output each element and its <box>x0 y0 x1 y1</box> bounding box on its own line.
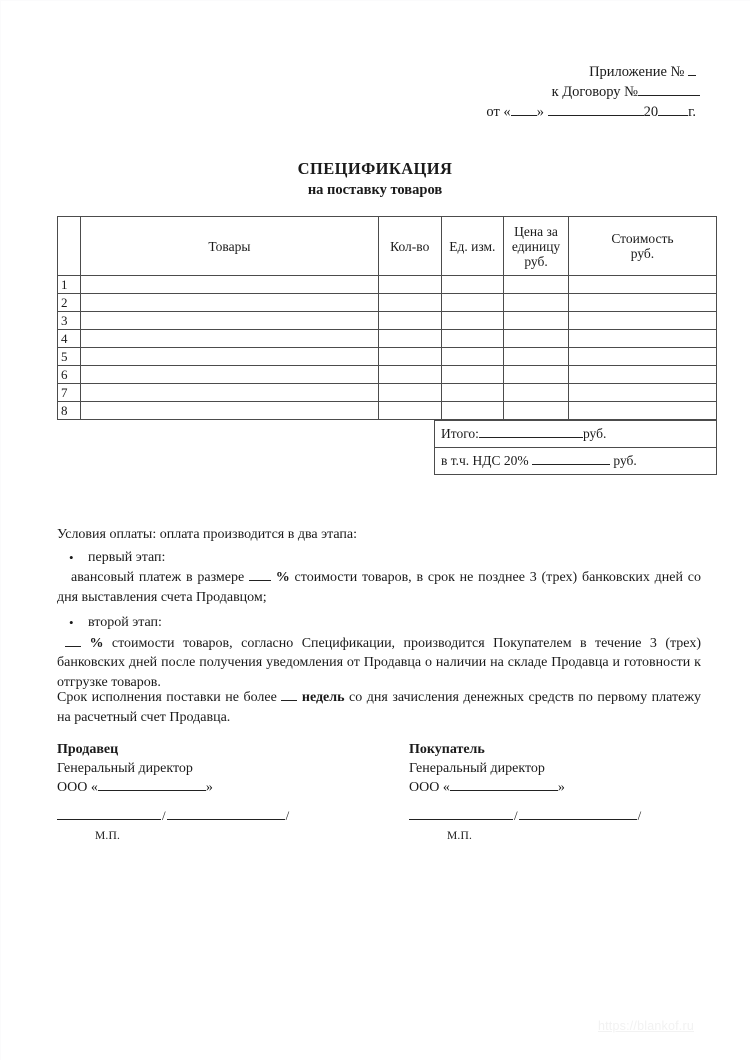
seller-seal-label: М.П. <box>95 830 121 842</box>
row-number: 1 <box>58 276 81 294</box>
cell-sum[interactable] <box>568 366 716 384</box>
buyer-seal-label: М.П. <box>447 830 473 842</box>
date-year-blank[interactable] <box>658 115 688 116</box>
row-number: 2 <box>58 294 81 312</box>
cell-goods[interactable] <box>80 402 378 420</box>
cell-goods[interactable] <box>80 294 378 312</box>
buyer-name-blank[interactable] <box>519 819 637 820</box>
table-row[interactable] <box>58 294 717 312</box>
delivery-term-text <box>57 688 701 727</box>
buyer-slash-end: / <box>637 808 642 823</box>
stage2-text: стоимости товаров, согласно Спецификации, производится Покупателем в течение 3 (трех) банковских дней после получения уведомления от Продавца о наличии на складе Продавца и готовности к отгрузке товаров. <box>57 635 702 690</box>
sum-header-line2: руб. <box>630 246 655 261</box>
table-row[interactable] <box>58 330 717 348</box>
price-header-line1: Цена за <box>514 223 558 239</box>
appendix-number-blank[interactable] <box>688 75 696 76</box>
row-number: 7 <box>58 384 81 402</box>
stage1-percent-sign: % <box>275 570 290 585</box>
cell-goods[interactable] <box>80 384 378 402</box>
buyer-position-label: Генеральный директор <box>409 761 545 776</box>
buyer-org-suffix: » <box>557 780 565 795</box>
stage1-percent-blank[interactable] <box>249 580 271 581</box>
payment-stage2-text <box>57 634 701 693</box>
seller-slash: / <box>162 808 166 823</box>
seller-org-name-blank[interactable] <box>98 790 206 791</box>
source-watermark: https://blankof.ru <box>597 1019 694 1033</box>
seller-org-suffix: » <box>205 780 213 795</box>
cell-quantity[interactable] <box>378 312 441 330</box>
row-number: 3 <box>58 312 81 330</box>
sum-header-line1: Стоимость <box>611 231 674 246</box>
seller-signature-blank[interactable] <box>57 819 161 820</box>
cell-price[interactable] <box>504 402 569 420</box>
title-block <box>0 158 750 200</box>
page-title: СПЕЦИФИКАЦИЯ <box>297 159 453 178</box>
cell-sum[interactable] <box>568 276 716 294</box>
vat-currency: руб. <box>613 453 637 468</box>
total-currency: руб. <box>582 426 607 441</box>
specification-table <box>57 216 717 420</box>
cell-quantity[interactable] <box>378 348 441 366</box>
date-month-blank[interactable] <box>548 115 644 116</box>
cell-unit[interactable] <box>441 312 504 330</box>
column-header-quantity: Кол-во <box>378 217 441 276</box>
cell-unit[interactable] <box>441 276 504 294</box>
seller-position-label: Генеральный директор <box>57 761 193 776</box>
stage2-percent-blank[interactable] <box>65 646 81 647</box>
payment-stage2-bullet-line <box>57 613 701 633</box>
column-header-sum <box>568 217 716 276</box>
cell-price[interactable] <box>504 294 569 312</box>
seller-role-label: Продавец <box>57 742 119 757</box>
seller-signature-lines <box>57 806 347 846</box>
contract-number-blank[interactable] <box>638 95 700 96</box>
row-number: 6 <box>58 366 81 384</box>
date-quote-close: » <box>536 104 544 120</box>
vat-value-blank[interactable] <box>532 464 610 465</box>
payment-stage1-bullet-line <box>57 548 701 568</box>
cell-price[interactable] <box>504 348 569 366</box>
cell-goods[interactable] <box>80 276 378 294</box>
cell-quantity[interactable] <box>378 294 441 312</box>
buyer-role-label: Покупатель <box>409 742 485 757</box>
buyer-signature-block <box>409 740 729 842</box>
contract-date-line <box>402 102 702 122</box>
table-body <box>58 276 717 420</box>
column-header-number <box>58 217 81 276</box>
seller-name-blank[interactable] <box>167 819 285 820</box>
date-year-suffix: г. <box>688 104 696 120</box>
contract-number-label: к Договору № <box>551 84 638 100</box>
term-text-a: Срок исполнения поставки не более <box>57 690 277 705</box>
term-weeks-blank[interactable] <box>281 700 297 701</box>
cell-sum[interactable] <box>568 348 716 366</box>
cell-goods[interactable] <box>80 312 378 330</box>
seller-signature-block <box>57 740 387 842</box>
cell-quantity[interactable] <box>378 330 441 348</box>
cell-quantity[interactable] <box>378 384 441 402</box>
price-header-line3: руб. <box>524 253 548 269</box>
cell-sum[interactable] <box>568 402 716 420</box>
payment-stage1-text <box>57 568 701 607</box>
cell-goods[interactable] <box>80 330 378 348</box>
column-header-unit: Ед. изм. <box>441 217 504 276</box>
cell-goods[interactable] <box>80 348 378 366</box>
contract-number-line <box>402 82 702 102</box>
cell-quantity[interactable] <box>378 402 441 420</box>
term-weeks-word: недель <box>301 690 345 705</box>
vat-label: в т.ч. НДС 20% <box>441 453 529 468</box>
total-value-blank[interactable] <box>479 437 583 438</box>
row-number: 8 <box>58 402 81 420</box>
buyer-signature-blank[interactable] <box>409 819 513 820</box>
vat-row <box>435 448 717 475</box>
cell-unit[interactable] <box>441 294 504 312</box>
table-row[interactable] <box>58 312 717 330</box>
buyer-organization-line <box>409 778 729 797</box>
cell-sum[interactable] <box>568 330 716 348</box>
cell-unit[interactable] <box>441 330 504 348</box>
seller-org-prefix: ООО « <box>57 780 98 795</box>
buyer-org-prefix: ООО « <box>409 780 450 795</box>
seller-organization-line <box>57 778 387 797</box>
delivery-term-block <box>57 688 701 727</box>
total-row <box>435 421 717 448</box>
bullet-icon: • <box>69 615 74 630</box>
cell-sum[interactable] <box>568 384 716 402</box>
page-subtitle: на поставку товаров <box>307 182 443 198</box>
bullet-icon: • <box>69 549 74 565</box>
buyer-org-name-blank[interactable] <box>450 790 558 791</box>
total-cell[interactable] <box>435 421 717 448</box>
row-number: 4 <box>58 330 81 348</box>
cell-unit[interactable] <box>441 384 504 402</box>
row-number: 5 <box>58 348 81 366</box>
buyer-slash: / <box>514 808 518 823</box>
table-row[interactable] <box>58 384 717 402</box>
table-header-row <box>58 217 717 276</box>
term-text-b: со дня зачисления денежных средств по первому платежу на расчетный счет Продавца. <box>57 690 702 725</box>
cell-quantity[interactable] <box>378 366 441 384</box>
cell-unit[interactable] <box>441 348 504 366</box>
vat-cell[interactable] <box>435 448 717 475</box>
price-header-line2: единицу <box>511 238 561 254</box>
date-day-blank[interactable] <box>511 115 537 116</box>
payment-stage2-label: второй этап: <box>88 615 162 630</box>
cell-quantity[interactable] <box>378 276 441 294</box>
column-header-price <box>504 217 569 276</box>
payment-terms-lead: Условия оплаты: оплата производится в два этапа: <box>57 527 358 542</box>
document-header-block <box>402 62 702 122</box>
seller-slash-end: / <box>285 808 290 823</box>
table-row[interactable] <box>58 348 717 366</box>
cell-unit[interactable] <box>441 366 504 384</box>
cell-sum[interactable] <box>568 294 716 312</box>
stage1-text-a: авансовый платеж в размере <box>71 570 245 585</box>
column-header-goods: Товары <box>80 217 378 276</box>
cell-price[interactable] <box>504 312 569 330</box>
cell-sum[interactable] <box>568 312 716 330</box>
buyer-signature-lines <box>409 806 699 846</box>
cell-price[interactable] <box>504 366 569 384</box>
cell-price[interactable] <box>504 330 569 348</box>
totals-table <box>434 420 717 475</box>
table-row[interactable] <box>58 366 717 384</box>
date-year-label: 20 <box>643 104 659 120</box>
cell-price[interactable] <box>504 276 569 294</box>
table-row[interactable] <box>58 402 717 420</box>
appendix-number-line <box>402 62 702 82</box>
stage2-percent-sign: % <box>89 635 104 651</box>
table-row[interactable] <box>58 276 717 294</box>
date-from-label: от « <box>486 104 511 120</box>
payment-stage1-label: первый этап: <box>88 549 166 565</box>
stage1-text-b: стоимости товаров, в срок не позднее 3 (трех) банковских дней со дня выставления счета Продавцом; <box>57 570 701 605</box>
appendix-number-label: Приложение № <box>589 64 685 80</box>
payment-terms-block <box>57 525 701 692</box>
cell-unit[interactable] <box>441 402 504 420</box>
total-label: Итого: <box>441 426 479 441</box>
cell-price[interactable] <box>504 384 569 402</box>
cell-goods[interactable] <box>80 366 378 384</box>
